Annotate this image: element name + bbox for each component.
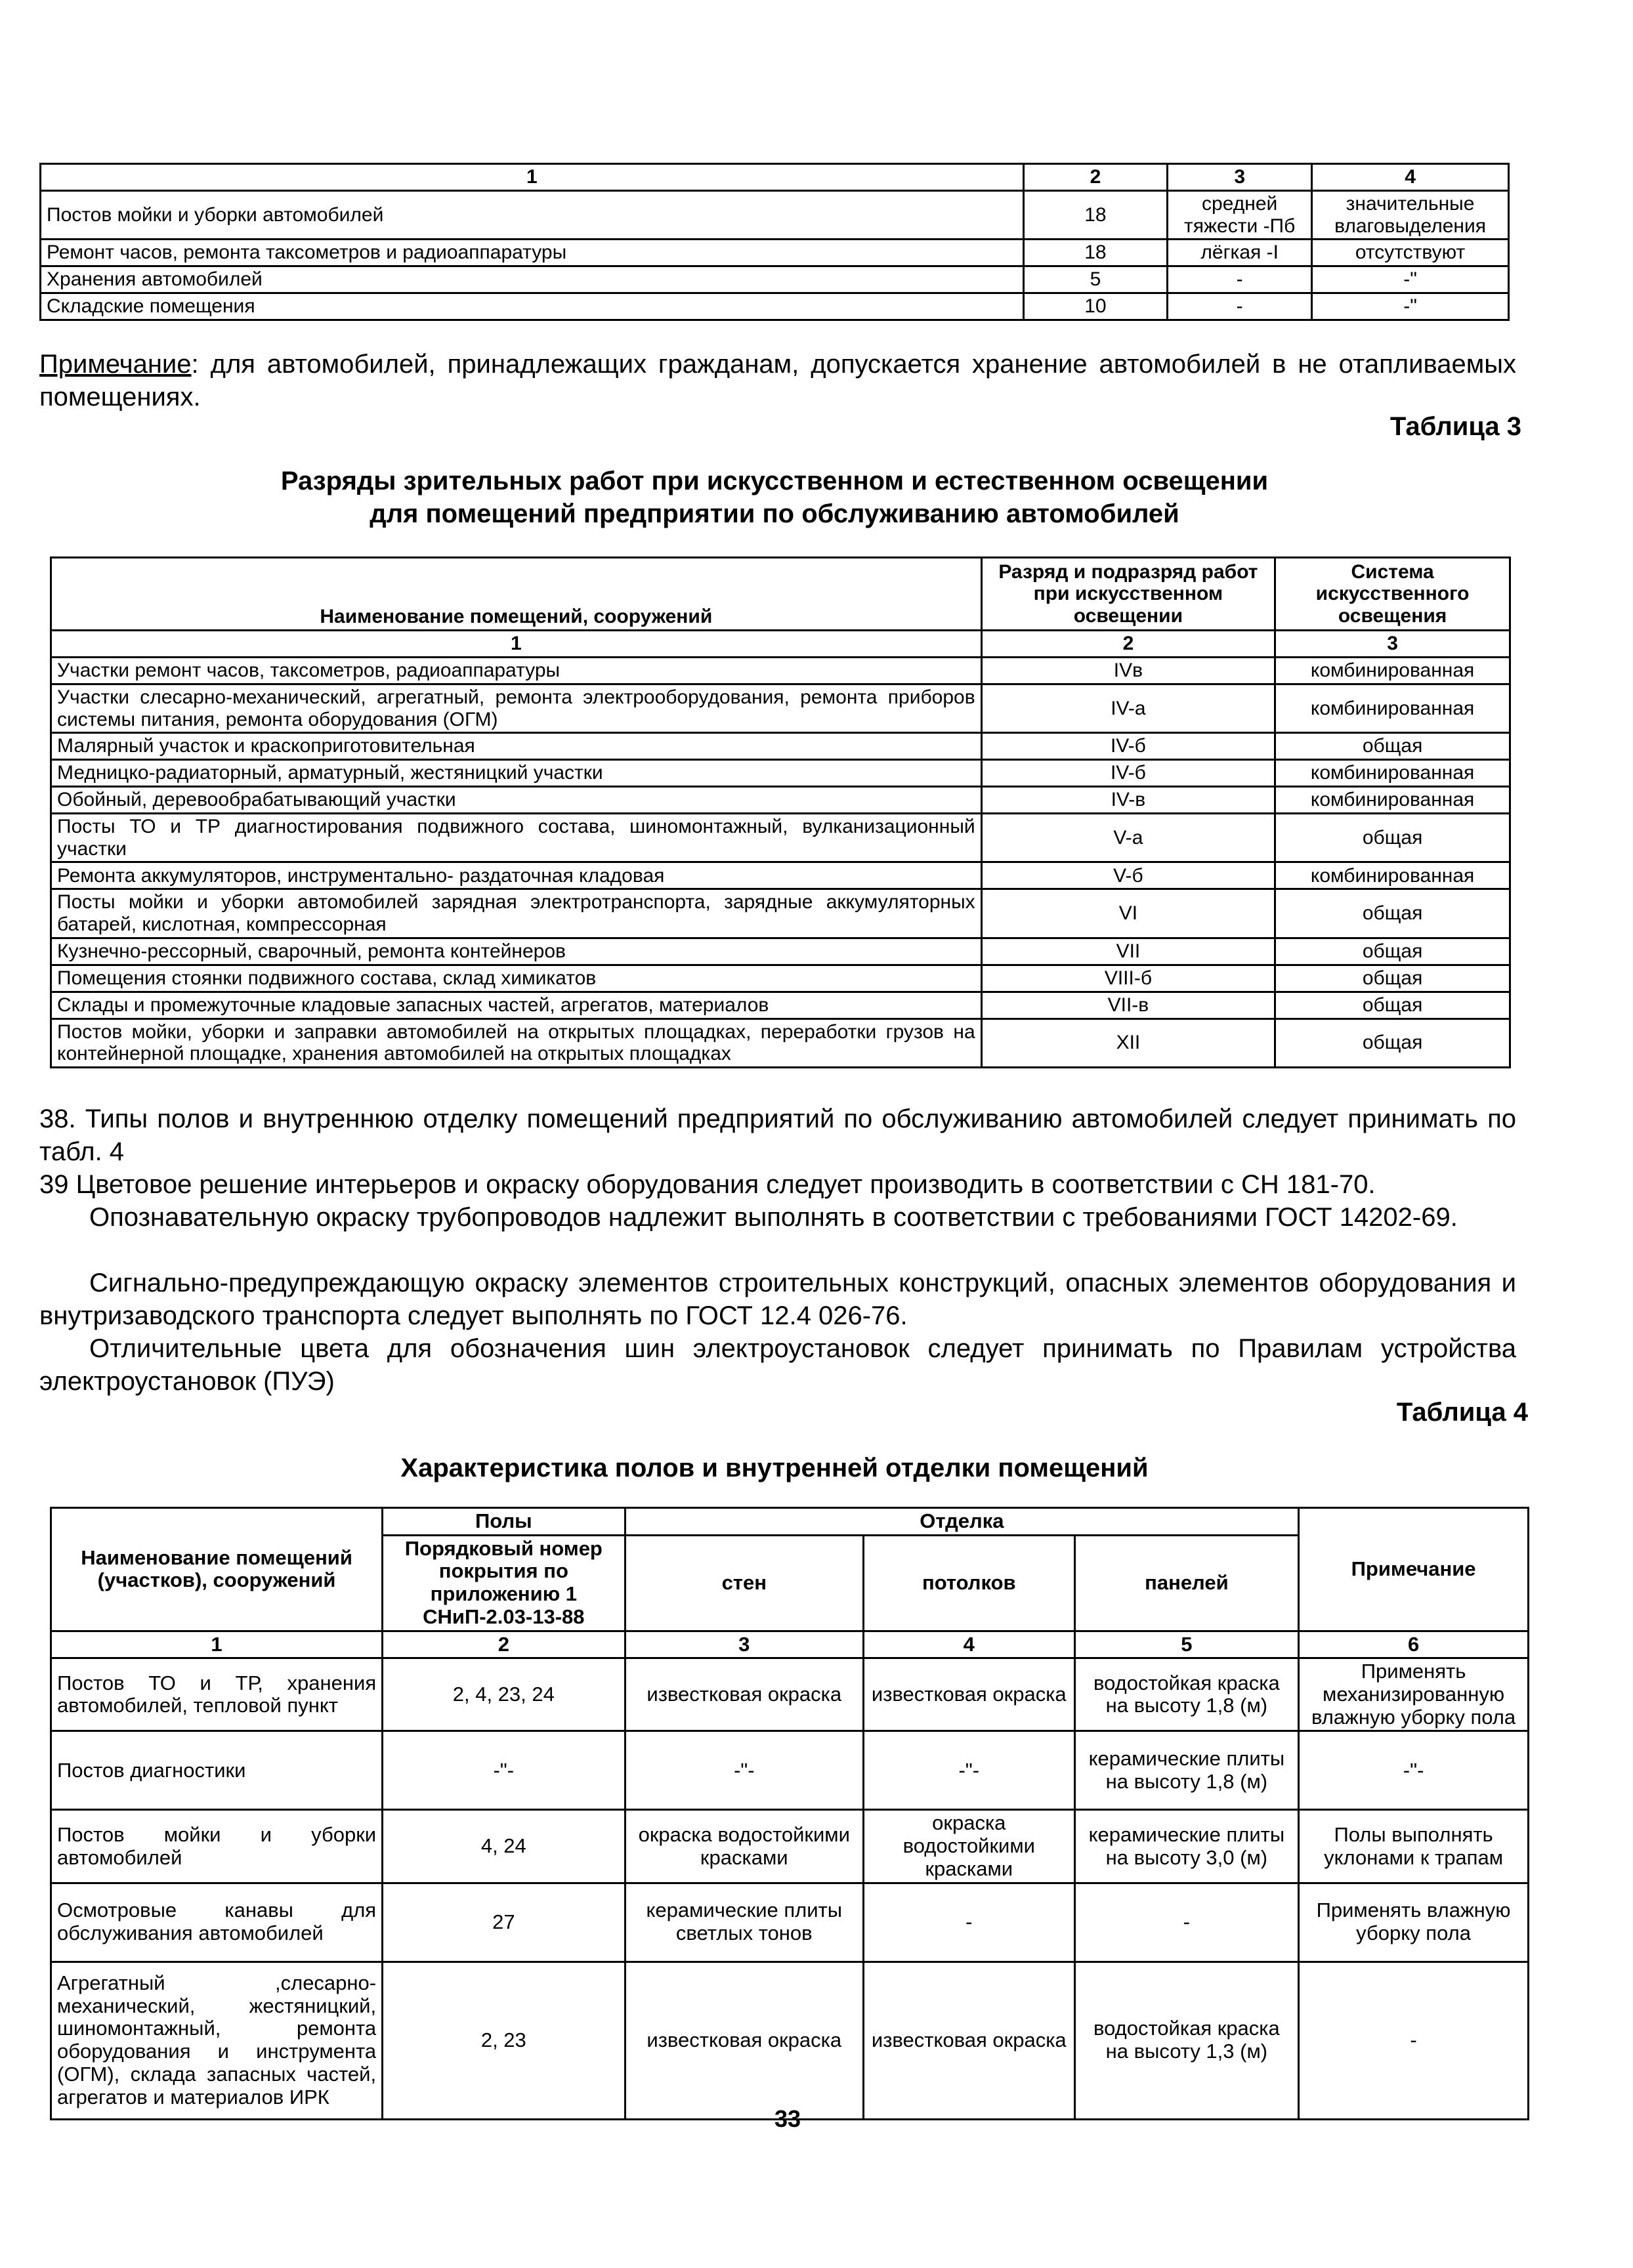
paragraph-39: 39 Цветовое решение интерьеров и окраску оборудования следует производить в соответствии с СН 181-70.: [39, 1170, 1376, 1199]
header-floor-number: Порядковый номер покрытия по приложению 1 СНиП-2.03-13-88: [383, 1535, 625, 1631]
col-number: 4: [864, 1631, 1075, 1658]
col-number: 4: [1312, 164, 1509, 191]
room-name: Склады и промежуточные кладовые запасных частей, агрегатов, материалов: [51, 992, 982, 1018]
room-name: Ремонта аккумуляторов, инструментально- раздаточная кладовая: [51, 862, 982, 889]
walls-finish: окраска водостойкими красками: [625, 1810, 863, 1883]
room-name: Участки слесарно-механический, агрегатный, ремонта электрооборудования, ремонта приборов системы питания, ремонта оборудования (ОГМ): [51, 684, 982, 733]
header-work-grade: Разряд и подразряд работ при искусственном освещении: [981, 558, 1275, 631]
ceilings-finish: -: [864, 1883, 1075, 1962]
room-name: Малярный участок и краскоприготовительная: [51, 733, 982, 760]
room-name: Постов мойки и уборки автомобилей: [41, 191, 1024, 240]
ceilings-finish: -"-: [864, 1731, 1075, 1810]
col-number: 5: [1074, 1631, 1299, 1658]
room-name: Складские помещения: [41, 293, 1024, 320]
panels-finish: водостойкая краска на высоту 1,8 (м): [1074, 1658, 1299, 1731]
temperature: 5: [1023, 266, 1168, 293]
room-name: Осмотровые канавы для обслуживания автомобилей: [51, 1883, 383, 1962]
work-grade: V-a: [981, 814, 1275, 862]
room-name: Кузнечно-рессорный, сварочный, ремонта контейнеров: [51, 938, 982, 965]
floor-number: -"-: [383, 1731, 625, 1810]
col-number: 1: [51, 631, 982, 658]
room-name: Агрегатный ,слесарно-механический, жестяницкий, шиномонтажный, ремонта оборудования и инструмента (ОГМ), склада запасных частей, агрегатов и материалов ИРК: [51, 1962, 383, 2119]
note: Применять механизированную влажную уборку пола: [1299, 1658, 1529, 1731]
work-grade: IV-a: [981, 684, 1275, 733]
lighting-system: общая: [1275, 889, 1510, 938]
work-grade: IV-б: [981, 733, 1275, 760]
header-lighting-system: Система искусственного освещения: [1275, 558, 1510, 631]
work-grade: IV-в: [981, 787, 1275, 814]
floor-number: 2, 23: [383, 1962, 625, 2119]
room-name: Постов мойки, уборки и заправки автомобилей на открытых площадках, переработки грузов на контейнерной площадке, хранения автомобилей на открытых площадках: [51, 1018, 982, 1067]
work-grade: VII: [981, 938, 1275, 965]
panels-finish: -: [1074, 1883, 1299, 1962]
harmful-emissions: -": [1312, 293, 1509, 320]
col-number: 2: [383, 1631, 625, 1658]
note: Применять влажную уборку пола: [1299, 1883, 1529, 1962]
table-3-title-line-1: Разряды зрительных работ при искусственном и естественном освещении: [280, 467, 1269, 495]
table-3-lighting: [50, 556, 1511, 1068]
header-room-name: Наименование помещений, сооружений: [51, 558, 982, 631]
col-number: 2: [1023, 164, 1168, 191]
paragraph-colors: Отличительные цвета для обозначения шин электроустановок следует принимать по Правилам устройства электроустановок (ПУЭ): [39, 1334, 1516, 1396]
table-row: [41, 266, 1509, 293]
col-number: 6: [1299, 1631, 1529, 1658]
room-name: Постов ТО и ТР, хранения автомобилей, тепловой пункт: [51, 1658, 383, 1731]
table-numbers-row: [51, 1631, 1529, 1658]
table-row: [51, 1018, 1510, 1067]
table-3-label: Таблица 3: [1389, 412, 1521, 441]
work-grade: XII: [981, 1018, 1275, 1067]
table-4-floors-finishes: [50, 1507, 1529, 2120]
harmful-emissions: отсутствуют: [1312, 240, 1509, 266]
note-label: Примечание: [39, 350, 192, 379]
table-row: [51, 684, 1510, 733]
header-finish: Отделка: [625, 1508, 1299, 1536]
paragraph-38: 38. Типы полов и внутреннюю отделку помещений предприятий по обслуживанию автомобилей следует принимать по табл. 4: [39, 1104, 1516, 1166]
panels-finish: керамические плиты на высоту 1,8 (м): [1074, 1731, 1299, 1810]
floor-number: 27: [383, 1883, 625, 1962]
note: -"-: [1299, 1731, 1529, 1810]
work-grade: VII-в: [981, 992, 1275, 1018]
table-numbers-row: [51, 631, 1510, 658]
note-text: : для автомобилей, принадлежащих гражданам, допускается хранение автомобилей в не отапливаемых помещениях.: [39, 350, 1516, 411]
floor-number: 4, 24: [383, 1810, 625, 1883]
header-panels: панелей: [1074, 1535, 1299, 1631]
col-number: 3: [1168, 164, 1312, 191]
col-number: 2: [981, 631, 1275, 658]
lighting-system: комбинированная: [1275, 787, 1510, 814]
temperature: 18: [1023, 191, 1168, 240]
lighting-system: общая: [1275, 814, 1510, 862]
harmful-emissions: значительные влаговыделения: [1312, 191, 1509, 240]
walls-finish: известковая окраска: [625, 1658, 863, 1731]
panels-finish: керамические плиты на высоту 3,0 (м): [1074, 1810, 1299, 1883]
room-name: Посты ТО и ТР диагностирования подвижного состава, шиномонтажный, вулканизационный участки: [51, 814, 982, 862]
work-grade: V-б: [981, 862, 1275, 889]
work-category: -: [1168, 266, 1312, 293]
lighting-system: общая: [1275, 733, 1510, 760]
table-row: [51, 1883, 1529, 1962]
col-number: 3: [1275, 631, 1510, 658]
table-4-label: Таблица 4: [1396, 1398, 1528, 1427]
table-row: [51, 787, 1510, 814]
table-row: [51, 658, 1510, 684]
room-name: Хранения автомобилей: [41, 266, 1024, 293]
table-3-title-line-2: для помещений предприятии по обслуживанию автомобилей: [370, 499, 1179, 528]
table-row: [51, 862, 1510, 889]
table-row: [51, 1658, 1529, 1731]
note-paragraph: [39, 348, 1516, 413]
temperature: 18: [1023, 240, 1168, 266]
lighting-system: комбинированная: [1275, 658, 1510, 684]
walls-finish: известковая окраска: [625, 1962, 863, 2119]
table-row: [41, 191, 1509, 240]
room-name: Ремонт часов, ремонта таксометров и радиоаппаратуры: [41, 240, 1024, 266]
room-name: Посты мойки и уборки автомобилей зарядная электротранспорта, зарядные аккумуляторных батарей, кислотная, компрессорная: [51, 889, 982, 938]
walls-finish: керамические плиты светлых тонов: [625, 1883, 863, 1962]
table-4-title: Характеристика полов и внутренней отделки помещений: [400, 1454, 1149, 1482]
panels-finish: водостойкая краска на высоту 1,3 (м): [1074, 1962, 1299, 2119]
table-row: [41, 293, 1509, 320]
table-header-row: [51, 558, 1510, 631]
floor-number: 2, 4, 23, 24: [383, 1658, 625, 1731]
lighting-system: общая: [1275, 1018, 1510, 1067]
work-category: -: [1168, 293, 1312, 320]
walls-finish: -"-: [625, 1731, 863, 1810]
header-note: Примечание: [1299, 1508, 1529, 1631]
work-grade: IVв: [981, 658, 1275, 684]
table-row: [51, 814, 1510, 862]
ceilings-finish: известковая окраска: [864, 1962, 1075, 2119]
table-row: [51, 938, 1510, 965]
work-category: лёгкая -I: [1168, 240, 1312, 266]
lighting-system: комбинированная: [1275, 862, 1510, 889]
table-header-row: [41, 164, 1509, 191]
lighting-system: общая: [1275, 965, 1510, 992]
col-number: 1: [51, 1631, 383, 1658]
col-number: 3: [625, 1631, 863, 1658]
harmful-emissions: -": [1312, 266, 1509, 293]
table-header-row: [51, 1508, 1529, 1536]
temperature: 10: [1023, 293, 1168, 320]
table-row: [41, 240, 1509, 266]
table-row: [51, 1962, 1529, 2119]
table-row: [51, 1810, 1529, 1883]
room-name: Постов диагностики: [51, 1731, 383, 1810]
note: Полы выполнять уклонами к трапам: [1299, 1810, 1529, 1883]
table-row: [51, 889, 1510, 938]
header-walls: стен: [625, 1535, 863, 1631]
ceilings-finish: окраска водостойкими красками: [864, 1810, 1075, 1883]
ceilings-finish: известковая окраска: [864, 1658, 1075, 1731]
paragraph-signal: Сигнально-предупреждающую окраску элементов строительных конструкций, опасных элементов оборудования и внутризаводского транспорта следует выполнять по ГОСТ 12.4 026-76.: [39, 1269, 1516, 1330]
table-row: [51, 1731, 1529, 1810]
room-name: Медницко-радиаторный, арматурный, жестяницкий участки: [51, 760, 982, 787]
lighting-system: комбинированная: [1275, 684, 1510, 733]
room-name: Участки ремонт часов, таксометров, радиоаппаратуры: [51, 658, 982, 684]
room-name: Постов мойки и уборки автомобилей: [51, 1810, 383, 1883]
room-name: Помещения стоянки подвижного состава, склад химикатов: [51, 965, 982, 992]
table-row: [51, 992, 1510, 1018]
work-grade: IV-б: [981, 760, 1275, 787]
paragraph-pipes: Опознавательную окраску трубопроводов надлежит выполнять в соответствии с требованиями ГОСТ 14202-69.: [89, 1203, 1458, 1232]
work-category: средней тяжести -Пб: [1168, 191, 1312, 240]
table-row: [51, 733, 1510, 760]
room-name: Обойный, деревообрабатывающий участки: [51, 787, 982, 814]
header-floors: Полы: [383, 1508, 625, 1536]
lighting-system: общая: [1275, 938, 1510, 965]
col-number: 1: [41, 164, 1024, 191]
note: -: [1299, 1962, 1529, 2119]
header-room-name: Наименование помещений (участков), сооружений: [51, 1508, 383, 1631]
lighting-system: комбинированная: [1275, 760, 1510, 787]
lighting-system: общая: [1275, 992, 1510, 1018]
table-2-continuation: [39, 163, 1510, 321]
work-grade: VIII-б: [981, 965, 1275, 992]
work-grade: VI: [981, 889, 1275, 938]
header-ceilings: потолков: [864, 1535, 1075, 1631]
table-row: [51, 965, 1510, 992]
table-row: [51, 760, 1510, 787]
page-number: 33: [774, 2105, 801, 2132]
